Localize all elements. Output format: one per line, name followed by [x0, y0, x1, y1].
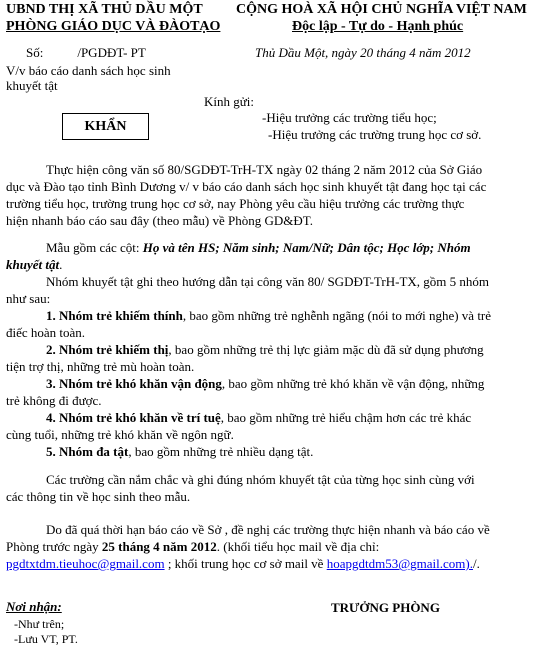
email-link-primary[interactable]: pgdtxtdm.tieuhoc@gmail.com: [6, 556, 165, 571]
group-3-title: 3. Nhóm trẻ khó khăn vận động: [46, 376, 222, 391]
urgent-box: KHẨN: [62, 113, 149, 140]
footer-recipient-2: -Lưu VT, PT.: [14, 632, 78, 646]
subject-line-1: V/v báo cáo danh sách học sinh: [6, 63, 171, 78]
paragraph-4-line-1: Các trường cần nắm chắc và ghi đúng nhóm khuyết tật của từng học sinh cùng với: [46, 472, 475, 487]
group-2-line-1: 2. Nhóm trẻ khiếm thị, bao gồm những trẻ thị lực giảm mặc dù đã sử dụng phương: [46, 342, 484, 357]
recipient-line-2: -Hiệu trưởng các trường trung học cơ sở.: [268, 127, 482, 142]
columns-line-2: khuyết tật.: [6, 257, 63, 272]
paragraph-5-line-2: Phòng trước ngày 25 tháng 4 năm 2012. (khối tiểu học mail về địa chỉ:: [6, 539, 380, 554]
national-motto: Độc lập - Tự do - Hạnh phúc: [292, 19, 464, 34]
document-number: [26, 45, 146, 61]
paragraph-1-line-1: Thực hiện công văn số 80/SGDĐT-TrH-TX ngày 02 tháng 2 năm 2012 của Sở Giáo: [46, 162, 483, 177]
group-4-line-1: 4. Nhóm trẻ khó khăn về trí tuệ, bao gồm những trẻ hiểu chậm hơn các trẻ khác: [46, 410, 472, 425]
paragraph-1-line-4: hiện nhanh báo cáo sau đây (theo mẫu) về Phòng GD&ĐT.: [6, 213, 313, 228]
document-date: Thủ Dầu Một, ngày 20 tháng 4 năm 2012: [255, 45, 471, 60]
columns-prefix: Mẫu gồm các cột:: [46, 240, 143, 255]
group-5-line: 5. Nhóm đa tật, bao gồm những trẻ nhiều dạng tật.: [46, 444, 314, 459]
group-2-title: 2. Nhóm trẻ khiếm thị: [46, 342, 169, 357]
subject-line-2: khuyết tật: [6, 78, 58, 93]
group-3-line-1: 3. Nhóm trẻ khó khăn vận động, bao gồm những trẻ khó khăn về vận động, những: [46, 376, 485, 391]
group-1-line-1: 1. Nhóm trẻ khiếm thính, bao gồm những trẻ nghễnh ngãng (nói to mới nghe) và trẻ: [46, 308, 492, 323]
groups-intro-line-2: như sau:: [6, 291, 51, 306]
group-3-line-2: trẻ không đi được.: [6, 393, 102, 408]
groups-intro-line-1: Nhóm khuyết tật ghi theo hướng dẫn tại công văn 80/ SGDĐT-TrH-TX, gồm 5 nhóm: [46, 274, 490, 289]
deadline-date: 25 tháng 4 năm 2012: [101, 539, 217, 554]
group-4-line-2: cùng tuổi, những trẻ khó khăn về ngôn ngữ.: [6, 427, 234, 442]
email-link-secondary[interactable]: hoapgdtdm53@gmail.com).: [326, 556, 473, 571]
footer-recipient-1: -Như trên;: [14, 617, 65, 631]
group-1-line-2: điếc hoàn toàn.: [6, 325, 86, 340]
columns-list: Họ và tên HS; Năm sinh; Nam/Nữ; Dân tộc; Học lớp; Nhóm: [142, 240, 471, 255]
recipient-line-1: -Hiệu trưởng các trường tiểu học;: [262, 110, 437, 125]
recipients-title: Nơi nhận:: [6, 599, 62, 614]
group-5-title: 5. Nhóm đa tật: [46, 444, 129, 459]
group-2-line-2: tiện trợ thị, những trẻ mù hoàn toàn.: [6, 359, 195, 374]
paragraph-1-line-3: trường tiểu học, trường trung học cơ sở, nay Phòng yêu cầu hiệu trưởng các trường thực: [6, 196, 465, 211]
paragraph-1-line-2: dục và Đào tạo tỉnh Bình Dương v/ v báo cáo danh sách học sinh khuyết tật đang học tại các: [6, 179, 487, 194]
paragraph-5-line-3: pgdtxtdm.tieuhoc@gmail.com ; khối trung học cơ sở mail về hoapgdtdm53@gmail.com)./.: [6, 556, 480, 571]
number-value: /PGDĐT- PT: [77, 45, 146, 60]
paragraph-4-line-2: các thông tin về học sinh theo mẫu.: [6, 489, 191, 504]
columns-list-end: khuyết tật: [6, 257, 60, 272]
national-title: CỘNG HOÀ XÃ HỘI CHỦ NGHĨA VIỆT NAM: [236, 2, 527, 17]
agency-name: UBND THỊ XÃ THỦ DẦU MỘT: [6, 2, 203, 17]
group-4-title: 4. Nhóm trẻ khó khăn về trí tuệ: [46, 410, 221, 425]
signer-title: TRƯỞNG PHÒNG: [331, 600, 440, 615]
columns-line-1: [46, 240, 471, 256]
greeting: Kính gửi:: [204, 94, 255, 109]
number-label: Số:: [26, 45, 44, 60]
department-name: PHÒNG GIÁO DỤC VÀ ĐÀOTẠO: [6, 19, 221, 34]
paragraph-5-line-1: Do đã quá thời hạn báo cáo về Sở , đề nghị các trường thực hiện nhanh và báo cáo về: [46, 522, 490, 537]
group-1-title: 1. Nhóm trẻ khiếm thính: [46, 308, 183, 323]
